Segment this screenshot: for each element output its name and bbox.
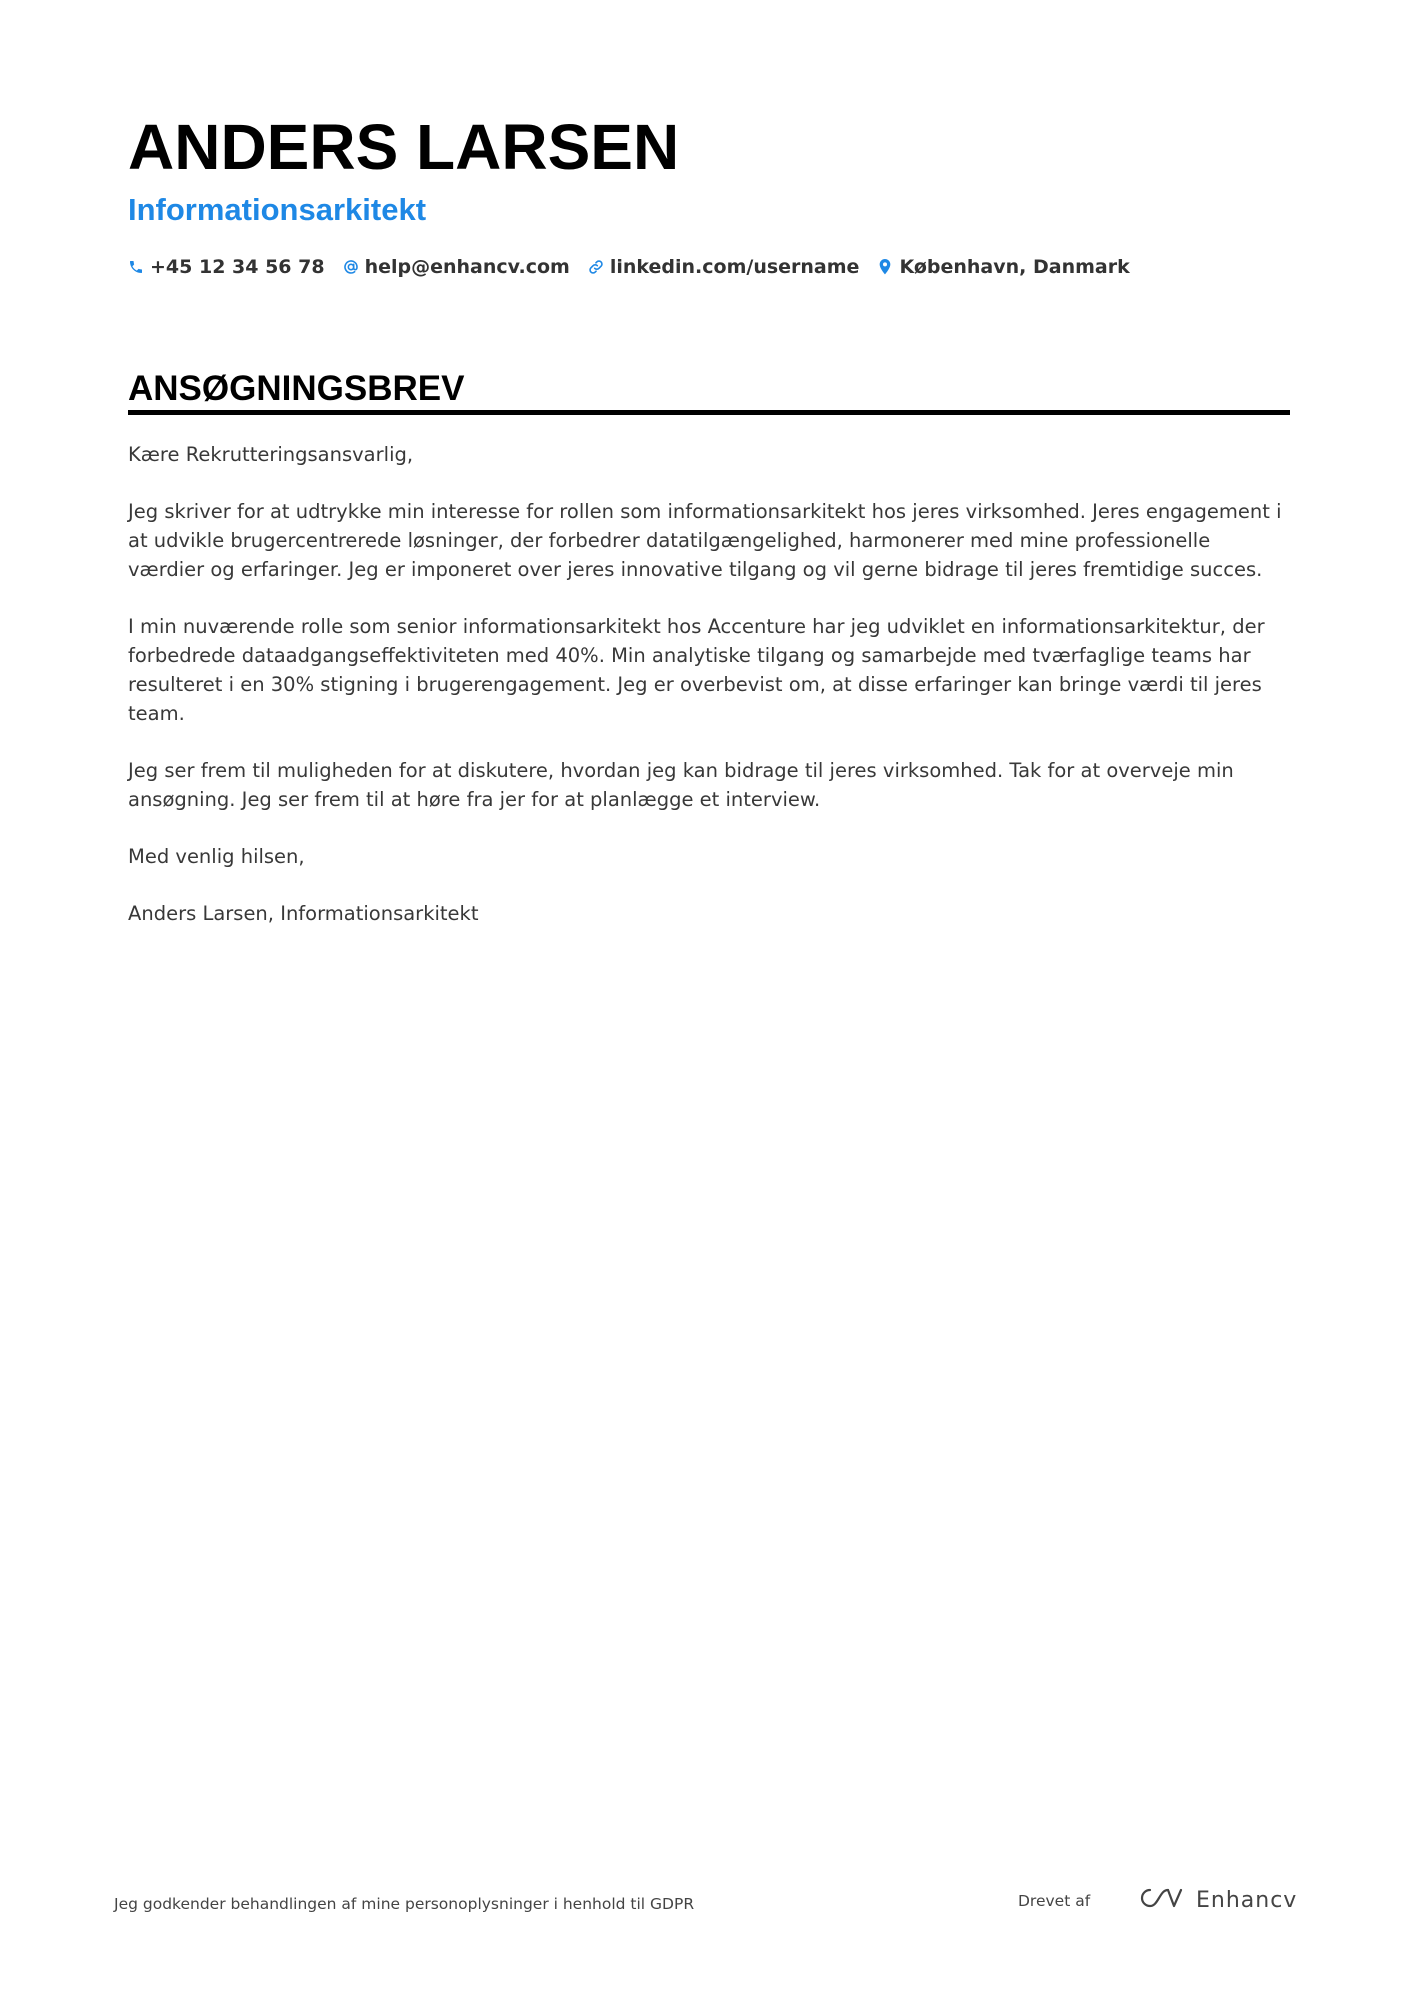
- letter-paragraph: Jeg ser frem til muligheden for at diskutere, hvordan jeg kan bidrage til jeres virksomhed. Tak for at overveje min ansøgning. Jeg ser frem til at høre fra jer for at planlægge et interview.: [128, 759, 1234, 811]
- powered-by-label: Drevet af: [1018, 1892, 1091, 1910]
- candidate-name: ANDERS LARSEN: [128, 111, 680, 183]
- gdpr-consent: Jeg godkender behandlingen af mine personoplysninger i henhold til GDPR: [114, 1895, 695, 1913]
- letter-body: [128, 440, 1290, 956]
- at-icon: [343, 259, 359, 275]
- contact-phone[interactable]: [128, 256, 325, 278]
- contact-email[interactable]: [343, 256, 570, 278]
- letter-paragraph: Jeg skriver for at udtrykke min interesse for rollen som informationsarkitekt hos jeres virksomhed. Jeres engagement i at udvikle brugercentrerede løsninger, der forbedrer datatilgængelighed, harmonerer med mine professionelle værdier og erfaringer. Jeg er imponeret over jeres innovative tilgang og vil gerne bidrage til jeres fremtidige succes.: [128, 500, 1282, 581]
- enhancv-logo[interactable]: [1138, 1886, 1297, 1915]
- email-text: help@enhancv.com: [364, 256, 570, 278]
- enhancv-logo-icon: [1138, 1886, 1184, 1915]
- contact-location: [877, 256, 1129, 278]
- location-pin-icon: [877, 258, 893, 276]
- linkedin-text: linkedin.com/username: [609, 256, 860, 278]
- letter-closing: Med venlig hilsen,: [128, 845, 305, 868]
- location-text: København, Danmark: [899, 256, 1130, 278]
- contact-linkedin[interactable]: [588, 256, 860, 278]
- enhancv-logo-text: Enhancv: [1196, 1887, 1298, 1913]
- link-icon: [588, 259, 604, 275]
- letter-signature: Anders Larsen, Informationsarkitekt: [128, 902, 479, 925]
- letter-paragraph: I min nuværende rolle som senior informationsarkitekt hos Accenture har jeg udviklet en informationsarkitektur, der forbedrede dataadgangseffektiviteten med 40%. Min analytiske tilgang og samarbejde med tværfaglige teams har resulteret i en 30% stigning i brugerengagement. Jeg er overbevist om, at disse erfaringer kan bringe værdi til jeres team.: [128, 615, 1265, 725]
- contact-bar: [128, 252, 1130, 282]
- section-divider: [128, 410, 1290, 415]
- section-title: ANSØGNINGSBREV: [128, 369, 465, 408]
- letter-greeting: Kære Rekrutteringsansvarlig,: [128, 443, 414, 466]
- job-title: Informationsarkitekt: [128, 192, 427, 227]
- phone-text: +45 12 34 56 78: [150, 256, 325, 278]
- phone-icon: [128, 259, 144, 275]
